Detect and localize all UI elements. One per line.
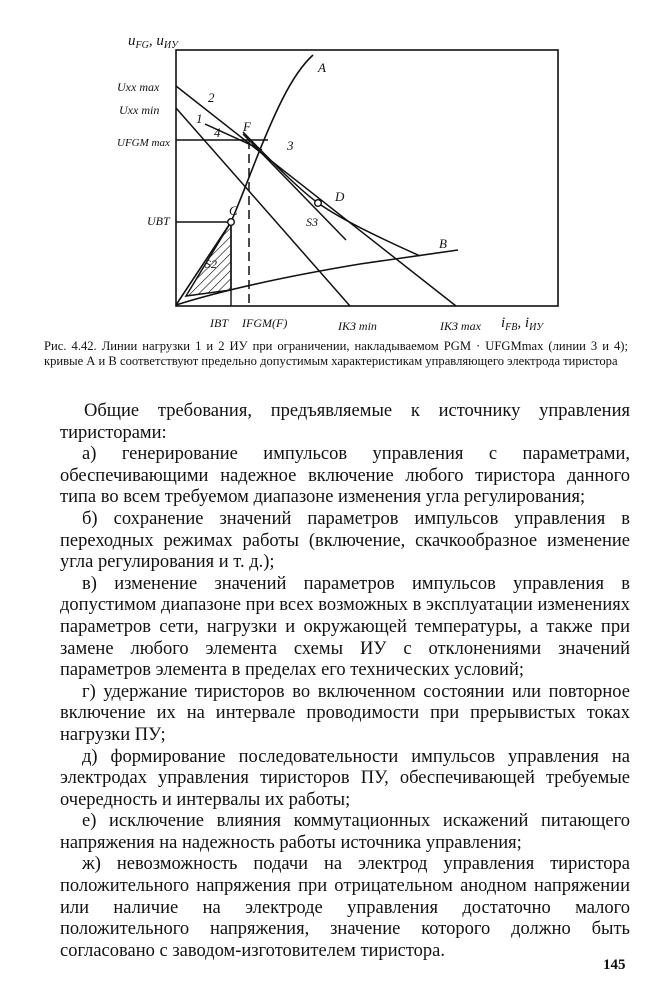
requirement-item: б) сохранение значений параметров импульсов управления в переходных режимах работы (включение, скачкообразное изменение угла регулирования и т. д.); bbox=[60, 508, 630, 573]
area-label-s2: S2 bbox=[205, 257, 217, 271]
requirements-intro: Общие требования, предъявляемые к источнику управления тиристорами: bbox=[60, 401, 630, 443]
plot-frame bbox=[176, 50, 558, 306]
point-label-d: D bbox=[335, 189, 345, 204]
line-label-4: 4 bbox=[214, 125, 221, 140]
load-line-figure bbox=[0, 0, 655, 340]
x-tick-ifgm: IFGM(F) bbox=[242, 316, 288, 330]
requirement-item: в) изменение значений параметров импульсов управления в допустимом диапазоне при всех возможных в эксплуатации изменениях параметров сети, нагрузки и окружающей температуры, а также при замене любого элемента схемы ИУ с отклонениями значений параметров элемента в пределах его технических условий; bbox=[60, 573, 630, 681]
figure-caption bbox=[44, 339, 628, 369]
x-axis-label: $i_{FB}$, $i_{ИУ}$ bbox=[501, 315, 544, 333]
line-label-1: 1 bbox=[196, 111, 203, 126]
caption-text: Рис. 4.42. Линии нагрузки 1 и 2 ИУ при ограничении, накладываемом PGM · UFGMmax (линии 3 и 4); кривые А и В соответствуют предельно допустимым характеристикам управляющего электрода тиристора bbox=[44, 339, 628, 368]
requirement-item: ж) невозможность подачи на электрод управления тиристора положительного напряжения при отрицательном анодном напряжении или наличие на электроде управления достаточно малого положительного напряжения, значение которого должно быть согласовано с заводом-изготовителем тиристора. bbox=[60, 854, 630, 961]
area-label-s3: S3 bbox=[306, 215, 318, 229]
y-tick-uxx-max: Uxx max bbox=[117, 80, 160, 94]
point-d-marker bbox=[315, 200, 322, 207]
point-c-marker bbox=[228, 219, 235, 226]
curve-label-a: A bbox=[318, 60, 326, 75]
curve-a bbox=[176, 55, 313, 305]
y-axis-label: $u_{FG}$, $u_{ИУ}$ bbox=[128, 33, 178, 51]
limit-curve bbox=[243, 132, 420, 256]
x-tick-ibt: IBT bbox=[210, 316, 228, 330]
y-tick-ubt: UBT bbox=[147, 214, 170, 228]
curve-label-b: B bbox=[439, 236, 447, 251]
y-tick-ufgm-max: UFGM max bbox=[117, 137, 170, 149]
body-text bbox=[60, 401, 630, 962]
y-tick-uxx-min: Uxx min bbox=[119, 103, 160, 117]
requirement-item: е) исключение влияния коммутационных искажений питающего напряжения на надежность работы источника управления; bbox=[60, 811, 630, 853]
page-number: 145 bbox=[603, 957, 626, 973]
line-3 bbox=[243, 134, 346, 240]
requirement-item: г) удержание тиристоров во включенном состоянии или повторное включение их на интервале проводимости при прерывистых токах нагрузки ПУ; bbox=[60, 681, 630, 745]
line-label-2: 2 bbox=[208, 90, 215, 105]
requirement-item: а) генерирование импульсов управления с параметрами, обеспечивающими надежное включение любого тиристора данного типа во всем требуемом диапазоне изменения угла регулирования; bbox=[60, 444, 630, 508]
x-tick-ikz-max: IКЗ max bbox=[440, 319, 481, 333]
requirement-item: д) формирование последовательности импульсов управления на электродах управления тиристоров ПУ, обеспечивающей требуемые очередность и интервалы их работы; bbox=[60, 746, 630, 810]
line-label-3: 3 bbox=[287, 138, 294, 153]
x-tick-ikz-min: IКЗ min bbox=[338, 319, 377, 333]
point-label-c: C bbox=[229, 203, 238, 218]
point-label-f: F bbox=[243, 119, 251, 134]
